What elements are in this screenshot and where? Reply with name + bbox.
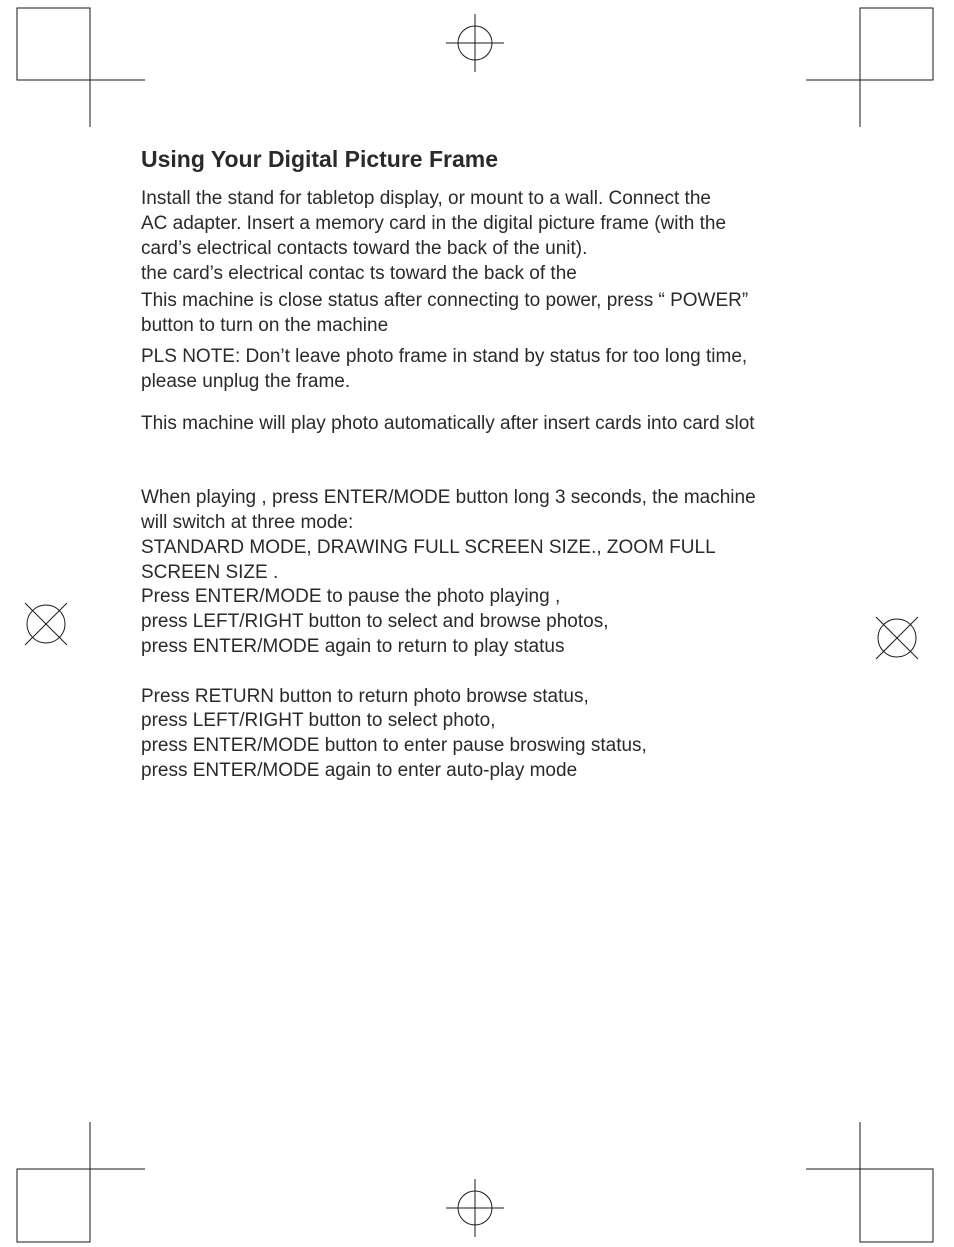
crop-mark-top-right [806, 8, 933, 127]
body-line: please unplug the frame. [141, 371, 351, 392]
page-title: Using Your Digital Picture Frame [141, 146, 499, 172]
registration-mark-top [446, 14, 504, 72]
body-line: the card’s electrical contac ts toward the back of the [141, 263, 577, 284]
crop-mark-top-left [17, 8, 145, 127]
body-line: press ENTER/MODE again to enter auto-play mode [141, 760, 578, 781]
body-line: button to turn on the machine [141, 315, 389, 336]
body-line: Press RETURN button to return photo browse status, [141, 686, 589, 707]
body-line: When playing , press ENTER/MODE button long 3 seconds, the machine [141, 487, 756, 508]
body-line: AC adapter. Insert a memory card in the digital picture frame (with the [141, 213, 727, 234]
registration-mark-right [876, 617, 918, 659]
body-line: PLS NOTE: Don’t leave photo frame in stand by status for too long time, [141, 346, 748, 367]
registration-mark-bottom [446, 1179, 504, 1237]
body-line: press ENTER/MODE button to enter pause broswing status, [141, 735, 647, 756]
body-line: Press ENTER/MODE to pause the photo playing , [141, 586, 561, 607]
body-line: SCREEN SIZE . [141, 562, 279, 583]
registration-mark-left [25, 603, 67, 645]
body-line: Install the stand for tabletop display, or mount to a wall. Connect the [141, 188, 711, 209]
body-line: press LEFT/RIGHT button to select photo, [141, 710, 496, 731]
body-line: press ENTER/MODE again to return to play status [141, 636, 565, 657]
body-line: This machine will play photo automatically after insert cards into card slot [141, 413, 755, 434]
body-line: This machine is close status after connecting to power, press “ POWER” [141, 290, 749, 311]
crop-mark-bottom-right [806, 1122, 933, 1242]
body-line: card’s electrical contacts toward the back of the unit). [141, 238, 588, 259]
body-line: will switch at three mode: [141, 512, 354, 533]
crop-mark-bottom-left [17, 1122, 145, 1242]
body-line: press LEFT/RIGHT button to select and browse photos, [141, 611, 609, 632]
body-line: STANDARD MODE, DRAWING FULL SCREEN SIZE., ZOOM FULL [141, 537, 716, 558]
